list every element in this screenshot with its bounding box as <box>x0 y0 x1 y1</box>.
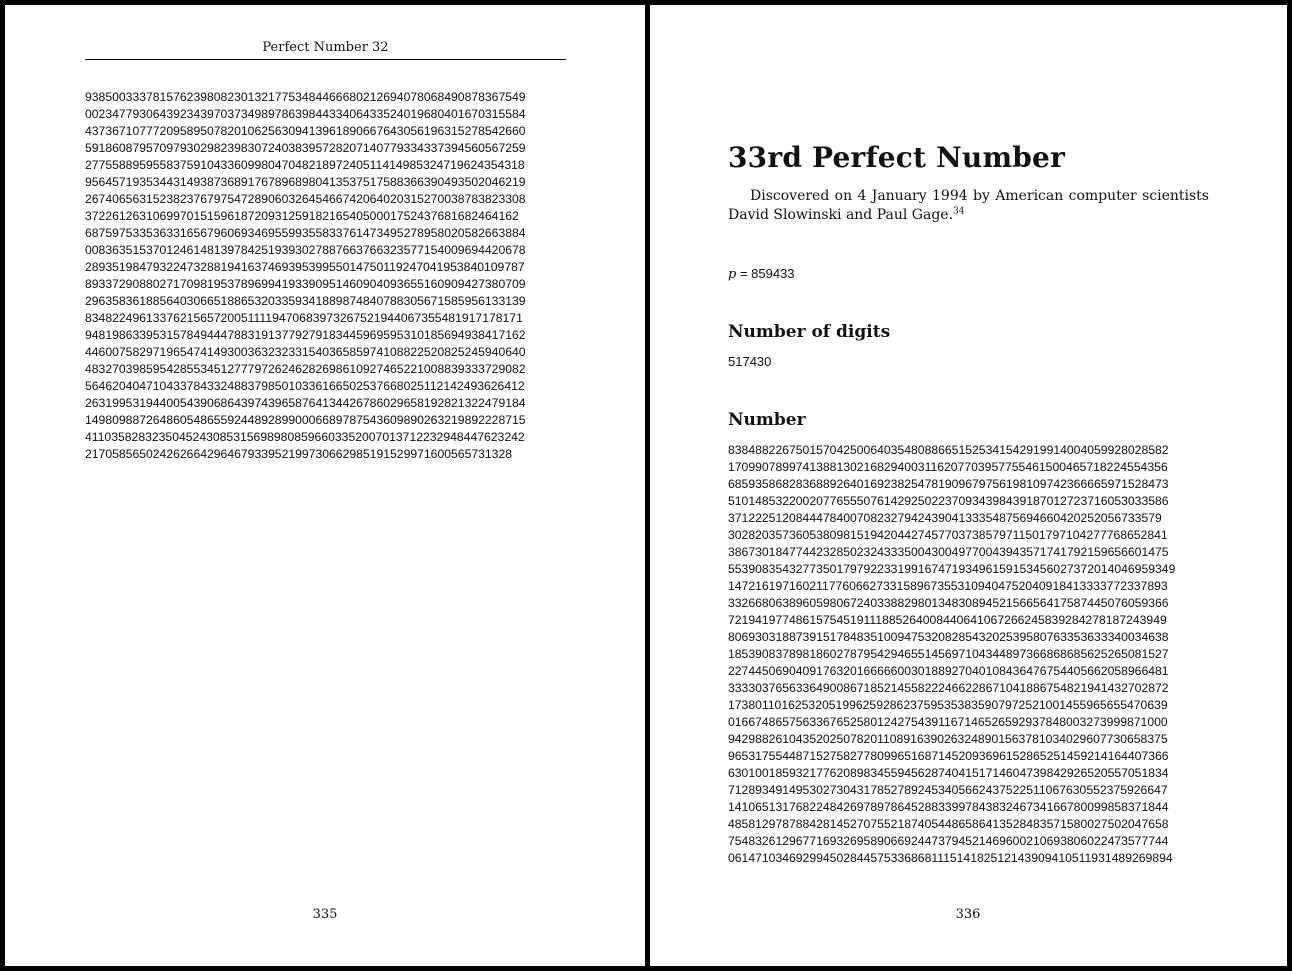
number-of-digits-heading: Number of digits <box>728 322 891 342</box>
footnote-reference[interactable]: 34 <box>953 206 965 217</box>
exponent-variable: p <box>728 267 737 282</box>
digit-line: 9385003337815762398082301321775348446668021269407806849087836754​9 <box>85 90 526 104</box>
digit-line: 9429882610435202507820110891639026324890156378103402960773065837​5 <box>728 732 1168 746</box>
digit-line: 6875975335363316567960693469559935583376147349527895802058266388​4 <box>85 226 526 240</box>
digit-line: 217058565024262664296467933952199730662985191529971600565731328 <box>85 447 513 461</box>
digit-line: 5646204047104337843324883798501033616650253766802511214249362641​2 <box>85 379 525 393</box>
digit-line: 7548326129677169326958906692447379452146960021069380602247357774​4 <box>728 834 1169 848</box>
digit-line: 1709907899741388130216829400311620770395775546150046571822455435​6 <box>728 460 1168 474</box>
digit-line: 2274450690409176320166666003018892704010843647675440566205896648​1 <box>728 664 1169 678</box>
perfect-number-33-digits <box>728 442 1175 867</box>
digit-line: 1738011016253205199625928623759535383590797252100145596565547063​9 <box>728 698 1168 712</box>
page-number: 335 <box>312 907 338 922</box>
digit-line: 2674065631523823767975472890603264546674206402031527003878382330​8 <box>85 192 526 206</box>
digit-line: 4832703985954285534512777972624628269861092746522100883933372908​2 <box>85 362 526 376</box>
digit-line: 1410651317682248426978978645288339978438324673416678009985837184​4 <box>728 800 1169 814</box>
digit-line: 3326680638960598067240338829801348308945215665641758744507605936​6 <box>728 596 1169 610</box>
digit-line: 5918608795709793029823983072403839572820714077933433739456056725​9 <box>85 141 526 155</box>
digit-line: 9481986339531578494447883191377927918344596959531018569493841716​2 <box>85 328 526 342</box>
digit-line: 4373671077720958950782010625630941396189066764305619631527854266​0 <box>85 124 526 138</box>
exponent-line <box>728 266 795 282</box>
digit-count: 517430 <box>728 354 772 369</box>
digit-line: 3333037656336490086718521455822246622867104188675482194143270287​2 <box>728 681 1169 695</box>
digit-line: 1853908378981860278795429465514569710434489736686868562526508152​7 <box>728 647 1169 661</box>
digit-line: 5101485322002077655507614292502237093439843918701272371605303358​6 <box>728 494 1169 508</box>
digit-line: 0166748657563367652580124275439116714652659293784800327399987100​0 <box>728 715 1168 729</box>
digit-line: 6859358682836889264016923825478190967975619810974236666597152847​3 <box>728 477 1169 491</box>
digit-line: 9653175544871527582778099651687145209369615286525145921416440736​6 <box>728 749 1169 763</box>
digit-line: 2775588959558375910433609980470482189724051141498532471962435431​8 <box>85 158 525 172</box>
perfect-number-32-digits <box>85 89 526 463</box>
page-number: 336 <box>955 907 981 922</box>
digit-line: 0023477930643923439703734989786398443340643352401968040167031558​4 <box>85 107 526 121</box>
digit-line: 4460075829719654741493003632323315403658597410882252082524594064​0 <box>85 345 526 359</box>
digit-line: 3028203573605380981519420442745770373857971150179710427776865284​1 <box>728 528 1168 542</box>
running-head: Perfect Number 32 <box>262 40 389 55</box>
digit-line: 0083635153701246148139784251939302788766376632357715400969442067​8 <box>85 243 526 257</box>
chapter-title: 33rd Perfect Number <box>728 141 1066 174</box>
discovery-text: Discovered on 4 January 1994 by American computer scientists David Slowinski and Paul Gage. <box>728 188 1209 223</box>
discovery-paragraph <box>728 187 1209 225</box>
digit-line: 2631995319440054390686439743965876413442678602965819282132247918​4 <box>85 396 526 410</box>
number-heading: Number <box>728 410 806 430</box>
digit-line: 4858129787884281452707552187405448658641352848357158002750204765​8 <box>728 817 1169 831</box>
digit-line: 8384882267501570425006403548088665152534154291991400405992802858​2 <box>728 443 1169 457</box>
digit-line: 3867301847744232850232433350043004977004394357174179215965660147​5 <box>728 545 1169 559</box>
digit-line: 7219419774861575451911188526400844064106726624583928427818724394​9 <box>728 613 1167 627</box>
digit-line: 6301001859321776208983455945628740415171460473984292652055705183​4 <box>728 766 1169 780</box>
right-page <box>650 5 1287 966</box>
digit-line: 5539083543277350179792233199167471934961591534560273720140469593​49 <box>728 562 1176 576</box>
digit-line: 2963583618856403066518865320335934188987484078830567158595613313​9 <box>85 294 526 308</box>
digit-line: 1498098872648605486559244892899000668978754360989026321989222871​5 <box>85 413 526 427</box>
header-rule <box>85 59 566 60</box>
digit-line: 1472161971602117760662733158967355310940475204091841333377233789​3 <box>728 579 1168 593</box>
digit-line: 3712225120844478400708232794243904133354875694660420252056733579 <box>728 511 1162 525</box>
digit-line: 9564571935344314938736891767896898041353751758836639049350204621​9 <box>85 175 526 189</box>
exponent-value: = 859433 <box>739 266 795 281</box>
digit-line: 8069303188739151784835100947532082854320253958076335363334003463​8 <box>728 630 1169 644</box>
digit-line: 0614710346929945028445753368681115141825121439094105119314892698​94 <box>728 851 1173 865</box>
digit-line: 2893519847932247328819416374693953995501475011924704195384010978​7 <box>85 260 525 274</box>
digit-line: 4110358283235045243085315698980859660335200701371223294844762324​2 <box>85 430 525 444</box>
digit-line: 7128934914953027304317852789245340566243752251106763055237592664​7 <box>728 783 1168 797</box>
digit-line: 8933729088027170981953789699419339095146090409365516090942738070​9 <box>85 277 526 291</box>
digit-line: 3722612631069970151596187209312591821654050001752437681682464162 <box>85 209 519 223</box>
digit-line: 8348224961337621565720051111947068397326752194406735548191717817​1 <box>85 311 523 325</box>
left-page <box>5 5 645 966</box>
